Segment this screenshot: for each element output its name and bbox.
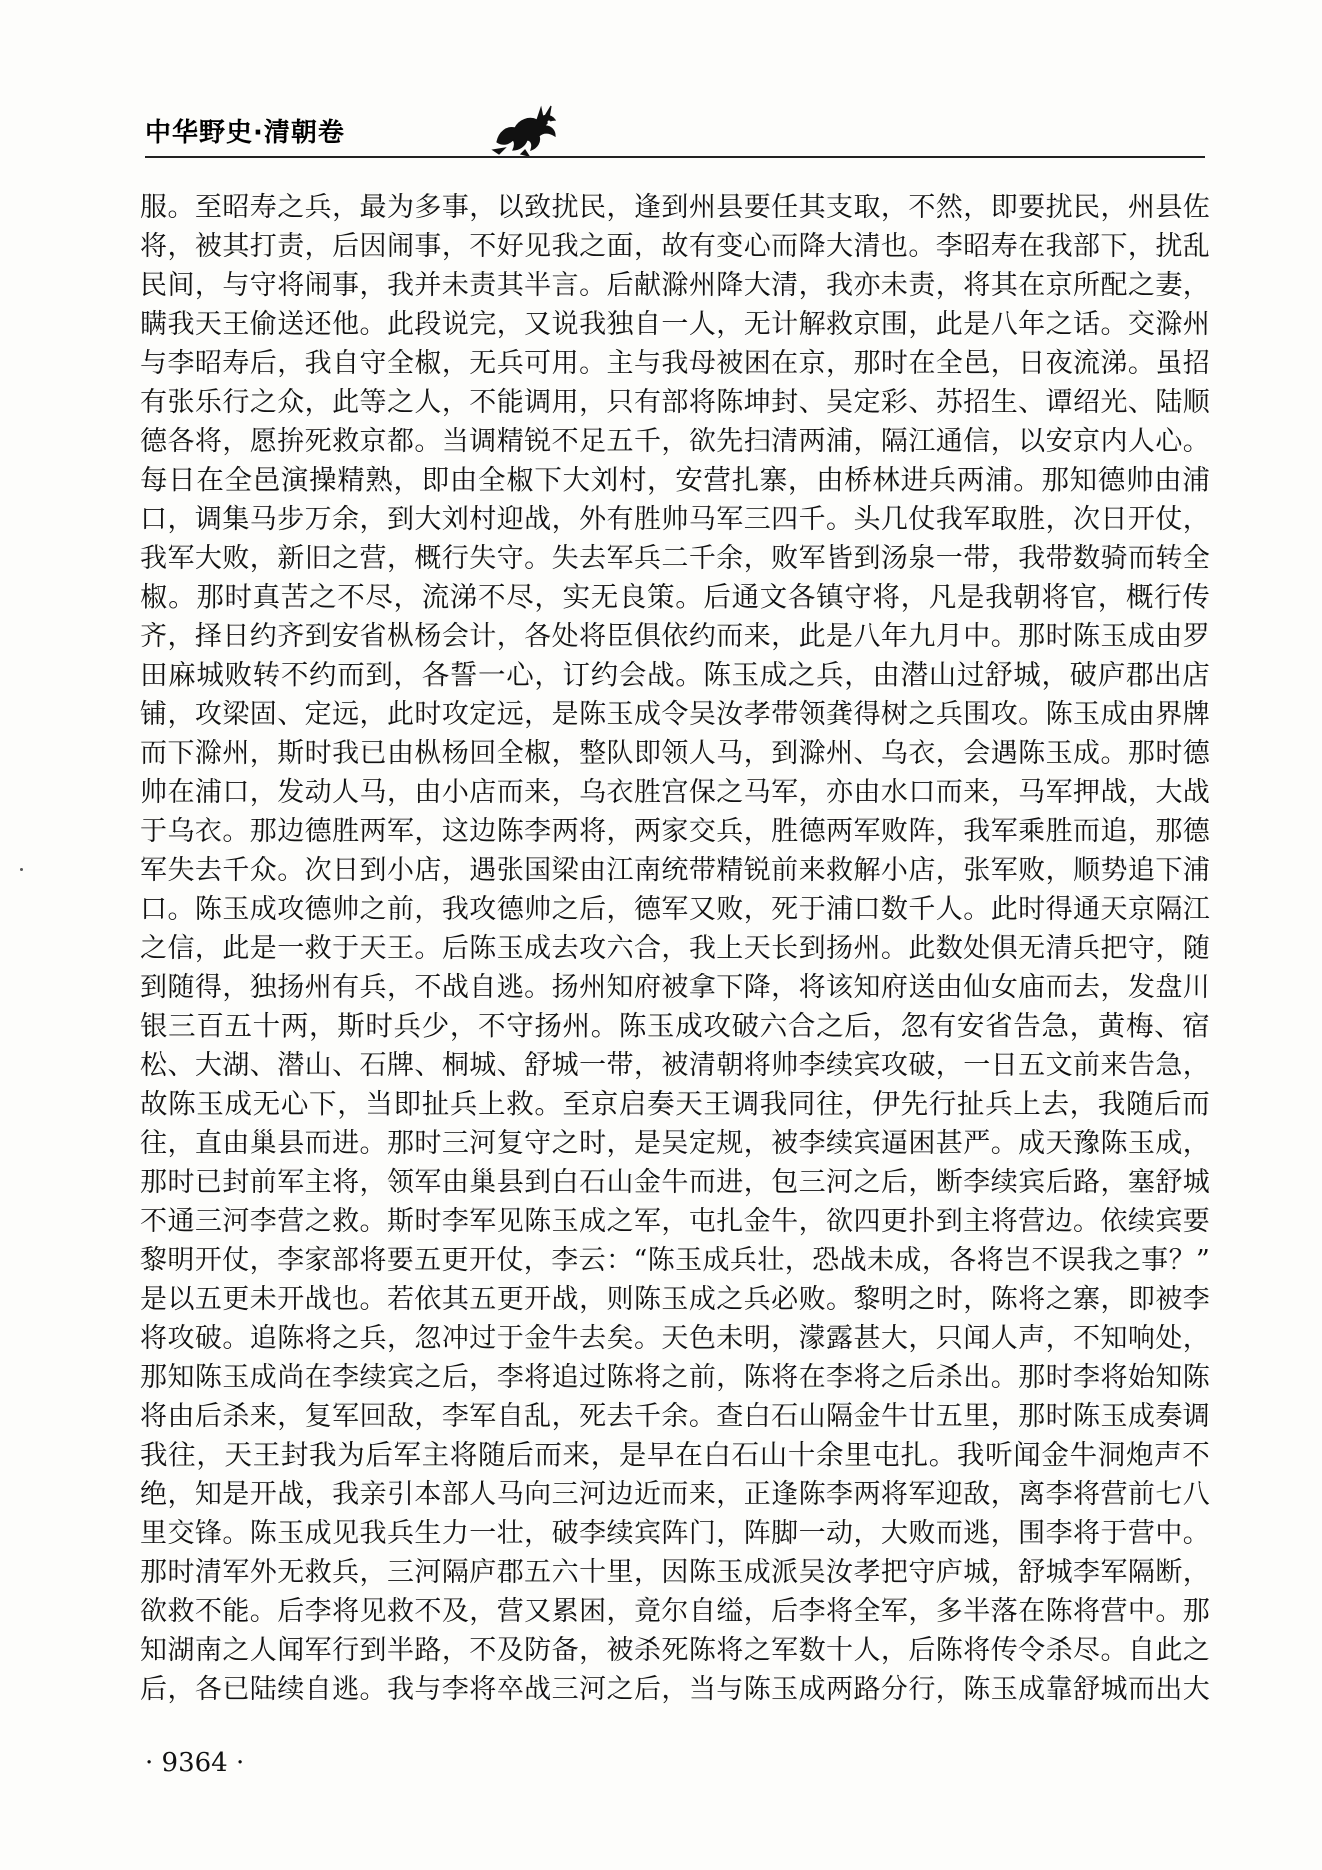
text-line: 与李昭寿后，我自守全椒，无兵可用。主与我母被困在京，那时在全邑，日夜流涕。虽招 bbox=[140, 348, 1210, 379]
text-line: 军失去千众。次日到小店，遇张国梁由江南统带精锐前来救解小店，张军败，顺势追下浦 bbox=[140, 855, 1210, 886]
text-line: 往，直由巢县而进。那时三河复守之时，是吴定规，被李续宾逼困甚严。成天豫陈玉成， bbox=[140, 1128, 1210, 1159]
text-line: 绝，知是开战，我亲引本部人马向三河边近而来，正逢陈李两将军迎敌，离李将营前七八 bbox=[140, 1479, 1210, 1510]
text-line: 那时已封前军主将，领军由巢县到白石山金牛而进，包三河之后，断李续宾后路，塞舒城 bbox=[140, 1167, 1210, 1198]
text-line: 银三百五十两，斯时兵少，不守扬州。陈玉成攻破六合之后，忽有安省告急，黄梅、宿 bbox=[140, 1010, 1210, 1042]
text-line: 帅在浦口，发动人马，由小店而来，乌衣胜宫保之马军，亦由水口而来，马军押战，大战 bbox=[140, 777, 1210, 808]
text-line: 有张乐行之众，此等之人，不能调用，只有部将陈坤封、吴定彩、苏招生、谭绍光、陆顺 bbox=[140, 387, 1210, 418]
text-line: 不通三河李营之救。斯时李军见陈玉成之军，屯扎金牛，欲四更扑到主将营边。依续宾要 bbox=[140, 1206, 1210, 1237]
text-line: 田麻城败转不约而到，各誓一心，订约会战。陈玉成之兵，由潜山过舒城，破庐郡出店 bbox=[140, 659, 1210, 691]
text-line: 我往，天王封我为后军主将随后而来，是早在白石山十余里屯扎。我听闻金牛洞炮声不 bbox=[140, 1439, 1210, 1471]
text-line: 之信，此是一救于天王。后陈玉成去攻六合，我上天长到扬州。此数处俱无清兵把守，随 bbox=[140, 933, 1210, 964]
text-line: 那知陈玉成尚在李续宾之后，李将追过陈将之前，陈将在李将之后杀出。那时李将始知陈 bbox=[140, 1362, 1210, 1393]
text-line: 将，被其打责，后因闹事，不好见我之面，故有变心而降大清也。李昭寿在我部下，扰乱 bbox=[140, 231, 1210, 262]
text-line: 到随得，独扬州有兵，不战自逃。扬州知府被拿下降，将该知府送由仙女庙而去，发盘川 bbox=[140, 972, 1210, 1003]
text-line: 将由后杀来，复军回敌，李军自乱，死去千余。查白石山隔金牛廿五里，那时陈玉成奏调 bbox=[140, 1401, 1210, 1432]
text-line: 每日在全邑演操精熟，即由全椒下大刘村，安营扎寨，由桥林进兵两浦。那知德帅由浦 bbox=[140, 464, 1210, 496]
text-line: 那时清军外无救兵，三河隔庐郡五六十里，因陈玉成派吴汝孝把守庐城，舒城李军隔断， bbox=[140, 1557, 1210, 1588]
text-line: 口。陈玉成攻德帅之前，我攻德帅之后，德军又败，死于浦口数千人。此时得通天京隔江 bbox=[140, 894, 1210, 925]
body-text bbox=[140, 188, 1210, 1709]
text-line: 黎明开仗，李家部将要五更开仗，李云：“陈玉成兵壮，恐战未成，各将岂不误我之事？” bbox=[140, 1245, 1210, 1276]
text-line: 是以五更未开战也。若依其五更开战，则陈玉成之兵必败。黎明之时，陈将之寨，即被李 bbox=[140, 1284, 1210, 1315]
book-title: 中华野史·清朝卷 bbox=[145, 118, 345, 148]
text-line: 欲救不能。后李将见救不及，营又累困，竟尔自缢，后李将全军，多半落在陈将营中。那 bbox=[140, 1596, 1210, 1627]
text-line: 于乌衣。那边德胜两军，这边陈李两将，两家交兵，胜德两军败阵，我军乘胜而追，那德 bbox=[140, 816, 1210, 847]
text-line: 德各将，愿拚死救京都。当调精锐不足五千，欲先扫清两浦，隔江通信，以安京内人心。 bbox=[140, 426, 1210, 457]
text-line: 后，各已陆续自逃。我与李将卒战三河之后，当与陈玉成两路分行，陈玉成靠舒城而出大 bbox=[140, 1674, 1210, 1705]
text-line: 将攻破。追陈将之兵，忽冲过于金牛去矣。天色未明，濛露甚大，只闻人声，不知响处， bbox=[140, 1323, 1210, 1354]
text-line: 知湖南之人闻军行到半路，不及防备，被杀死陈将之军数十人，后陈将传令杀尽。自此之 bbox=[140, 1635, 1210, 1666]
text-line: 松、大湖、潜山、石牌、桐城、舒城一带，被清朝将帅李续宾攻破，一日五文前来告急， bbox=[140, 1050, 1210, 1081]
text-line: 而下滁州，斯时我已由枞杨回全椒，整队即领人马，到滁州、乌衣，会遇陈玉成。那时德 bbox=[140, 738, 1210, 769]
text-line: 铺，攻梁固、定远，此时攻定远，是陈玉成令吴汝孝带领龚得树之兵围攻。陈玉成由界牌 bbox=[140, 699, 1210, 730]
text-line: 椒。那时真苦之不尽，流涕不尽，实无良策。后通文各镇守将，凡是我朝将官，概行传 bbox=[140, 581, 1210, 613]
dragon-emblem-icon bbox=[485, 98, 565, 158]
text-line: 故陈玉成无心下，当即扯兵上救。至京启奏天王调我同往，伊先行扯兵上去，我随后而 bbox=[140, 1088, 1210, 1120]
header-divider bbox=[145, 156, 1205, 158]
running-header bbox=[145, 104, 1205, 164]
scan-speck bbox=[20, 868, 23, 871]
text-line: 服。至昭寿之兵，最为多事，以致扰民，逢到州县要任其支取，不然，即要扰民，州县佐 bbox=[140, 192, 1210, 223]
text-line: 里交锋。陈玉成见我兵生力一壮，破李续宾阵门，阵脚一动，大败而逃，围李将于营中。 bbox=[140, 1518, 1210, 1549]
text-line: 瞒我天王偷送还他。此段说完，又说我独自一人，无计解救京围，此是八年之话。交滁州 bbox=[140, 309, 1210, 340]
page-number: · 9364 · bbox=[145, 1748, 245, 1778]
text-line: 我军大败，新旧之营，概行失守。失去军兵二千余，败军皆到汤泉一带，我带数骑而转全 bbox=[140, 543, 1210, 574]
text-line: 口，调集马步万余，到大刘村迎战，外有胜帅马军三四千。头几仗我军取胜，次日开仗， bbox=[140, 504, 1210, 535]
text-line: 民间，与守将闹事，我并未责其半言。后献滁州降大清，我亦未责，将其在京所配之妻， bbox=[140, 270, 1210, 301]
text-line: 齐，择日约齐到安省枞杨会计，各处将臣俱依约而来，此是八年九月中。那时陈玉成由罗 bbox=[140, 621, 1210, 652]
